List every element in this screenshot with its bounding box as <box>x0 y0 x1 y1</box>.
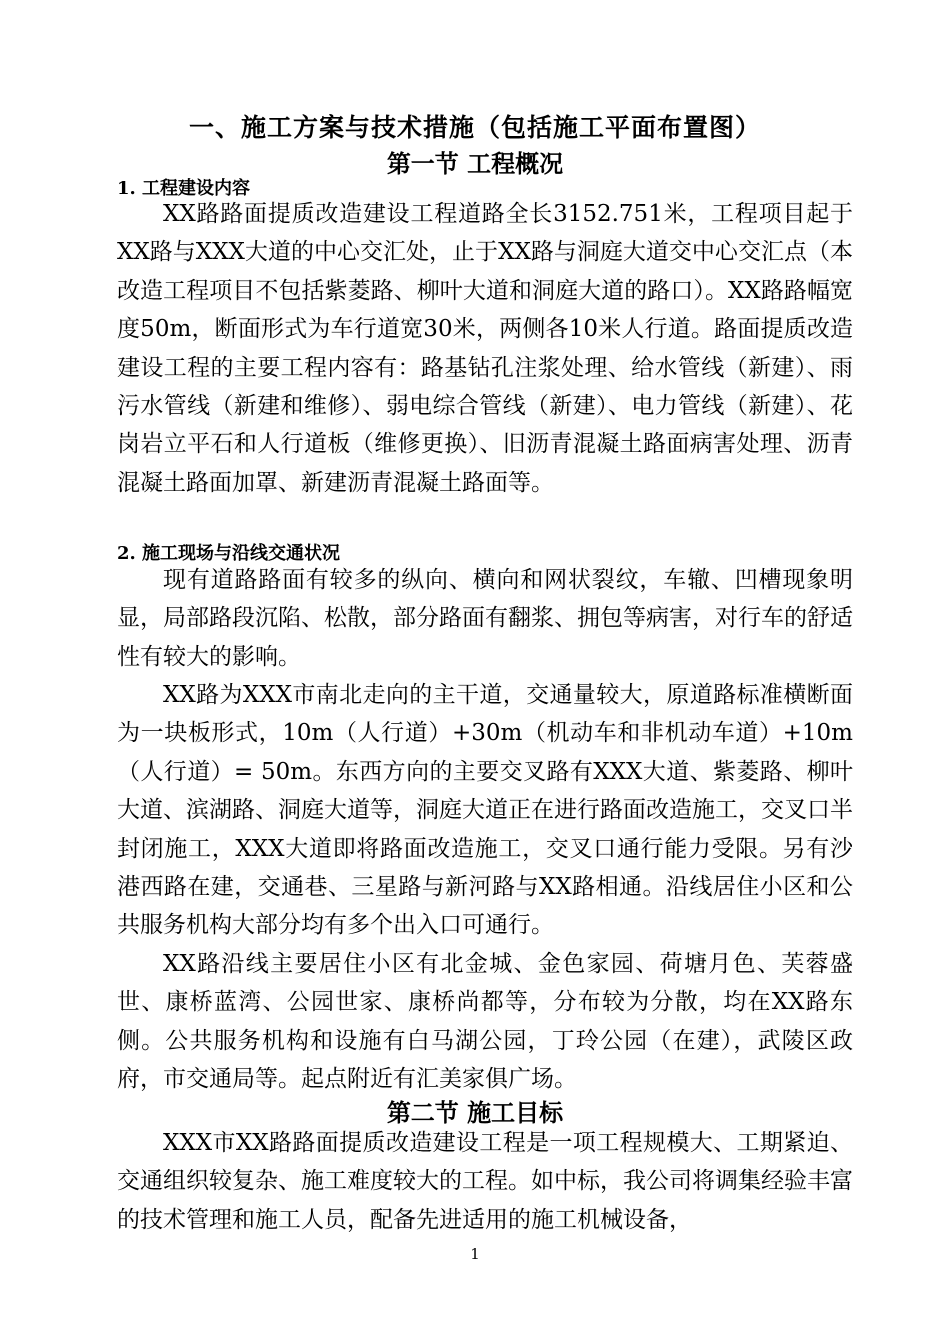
subsection-2-paragraph-3: XX路沿线主要居住小区有北金城、金色家园、荷塘月色、芙蓉盛世、康桥蓝湾、公园世家、康桥尚都等，分布较为分散，均在XX路东侧。公共服务机构和设施有白马湖公园，丁玲公园（在建），武陵区政府，市交通局等。起点附近有汇美家俱广场。 <box>117 951 853 1093</box>
subsection-1-heading: 1. 工程建设内容 <box>117 178 251 199</box>
subsection-2-paragraph-1: 现有道路路面有较多的纵向、横向和网状裂纹，车辙、凹槽现象明显，局部路段沉陷、松散，部分路面有翻浆、拥包等病害，对行车的舒适性有较大的影响。 <box>117 567 853 670</box>
subsection-2-paragraph-2: XX路为XXX市南北走向的主干道，交通量较大，原道路标准横断面为一块板形式，10m（人行道）+30m（机动车和非机动车道）+10m（人行道）= 50m。东西方向的主要交叉路有XXX大道、紫菱路、柳叶大道、滨湖路、洞庭大道等，洞庭大道正在进行路面改造施工，交叉口半封闭施工，XXX大道即将路面改造施工，交叉口通行能力受限。另有沙港西路在建，交通巷、三星路与新河路与XX路相通。沿线居住小区和公共服务机构大部分均有多个出入口可通行。 <box>117 682 853 939</box>
subsection-2-heading: 2. 施工现场与沿线交通状况 <box>117 543 341 564</box>
subsection-1-paragraph: XX路路面提质改造建设工程道路全长3152.751米，工程项目起于XX路与XXX大道的中心交汇处，止于XX路与洞庭大道交中心交汇点（本改造工程项目不包括紫菱路、柳叶大道和洞庭大道的路口）。XX路路幅宽度50m，断面形式为车行道宽30米，两侧各10米人行道。路面提质改造建设工程的主要工程内容有：路基钻孔注浆处理、给水管线（新建）、雨污水管线（新建和维修）、弱电综合管线（新建）、电力管线（新建）、花岗岩立平石和人行道板（维修更换）、旧沥青混凝土路面病害处理、沥青混凝土路面加罩、新建沥青混凝土路面等。 <box>117 201 853 496</box>
document-title: 一、施工方案与技术措施（包括施工平面布置图） <box>188 113 761 142</box>
section-1-title: 第一节 工程概况 <box>386 149 564 178</box>
page-number: 1 <box>470 1245 480 1263</box>
section-2-title: 第二节 施工目标 <box>386 1098 564 1127</box>
section-2-paragraph: XXX市XX路路面提质改造建设工程是一项工程规模大、工期紧迫、交通组织较复杂、施工难度较大的工程。如中标，我公司将调集经验丰富的技术管理和施工人员，配备先进适用的施工机械设备， <box>117 1130 853 1233</box>
